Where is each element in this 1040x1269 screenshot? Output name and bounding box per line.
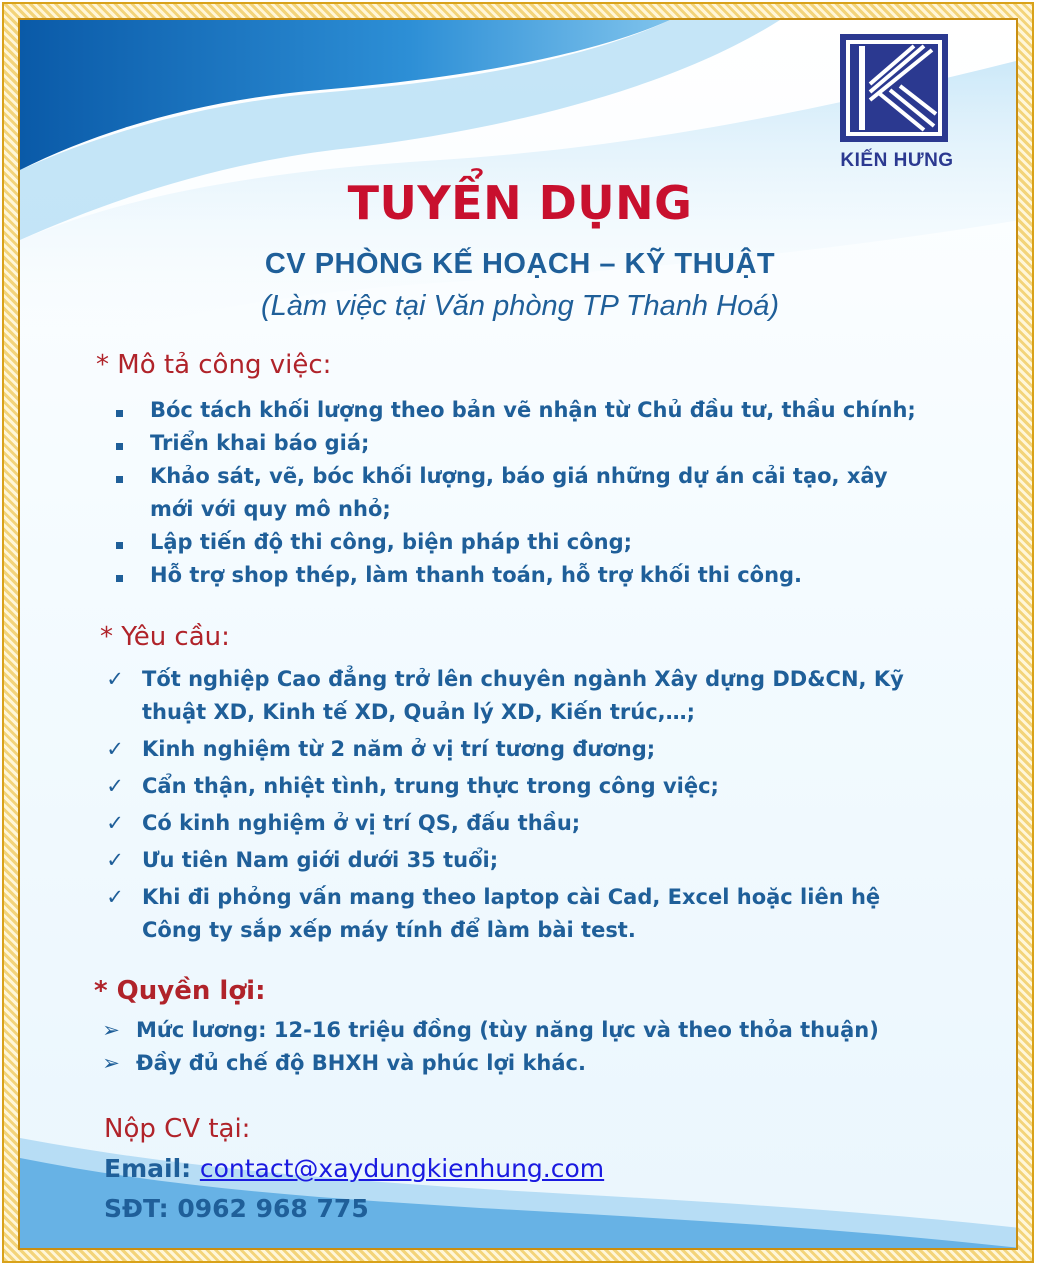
list-item: ✓ Ưu tiên Nam giới dưới 35 tuổi; — [100, 844, 920, 877]
requirements-heading: * Yêu cầu: — [100, 622, 230, 652]
list-item: ✓ Kinh nghiệm từ 2 năm ở vị trí tương đương; — [100, 733, 920, 766]
checkmark-icon: ✓ — [106, 885, 124, 909]
email-line — [104, 1154, 604, 1183]
list-item: ✓ Cẩn thận, nhiệt tình, trung thực trong công việc; — [100, 770, 920, 803]
poster-title: TUYỂN DỤNG — [347, 176, 693, 230]
checkmark-icon: ✓ — [106, 811, 124, 835]
phone-line — [104, 1194, 369, 1223]
list-item: Khảo sát, vẽ, bóc khối lượng, báo giá những dự án cải tạo, xây mới với quy mô nhỏ; — [104, 460, 924, 526]
contact-heading: Nộp CV tại: — [104, 1114, 251, 1144]
square-bullet-icon — [104, 394, 134, 427]
logo-name: KIẾN HƯNG — [840, 150, 954, 171]
checkmark-icon: ✓ — [106, 737, 124, 761]
square-bullet-icon — [104, 559, 134, 592]
checkmark-icon: ✓ — [106, 774, 124, 798]
list-item: Triển khai báo giá; — [104, 427, 924, 460]
position-title: CV PHÒNG KẾ HOẠCH – KỸ THUẬT — [264, 248, 776, 280]
arrow-bullet-icon: ➢ — [102, 1051, 120, 1075]
phone-label: SĐT: — [104, 1194, 169, 1223]
email-label: Email: — [104, 1154, 192, 1183]
email-link[interactable]: contact@xaydungkienhung.com — [199, 1154, 605, 1183]
list-item: ✓ Khi đi phỏng vấn mang theo laptop cài Cad, Excel hoặc liên hệ Công ty sắp xếp máy tính để làm bài test. — [100, 881, 920, 947]
benefits-list — [96, 1014, 936, 1080]
arrow-bullet-icon: ➢ — [102, 1018, 120, 1042]
list-item: ➢ Đầy đủ chế độ BHXH và phúc lợi khác. — [96, 1047, 936, 1080]
checkmark-icon: ✓ — [106, 848, 124, 872]
list-item: Lập tiến độ thi công, biện pháp thi công; — [104, 526, 924, 559]
company-logo — [838, 34, 956, 172]
square-bullet-icon — [104, 526, 134, 559]
checkmark-icon: ✓ — [106, 667, 124, 691]
phone-number: 0962 968 775 — [177, 1194, 369, 1223]
list-item: ✓ Tốt nghiệp Cao đẳng trở lên chuyên ngành Xây dựng DD&CN, Kỹ thuật XD, Kinh tế XD, Quản lý XD, Kiến trúc,…; — [100, 663, 920, 729]
square-bullet-icon — [104, 427, 134, 460]
square-bullet-icon — [104, 460, 134, 493]
list-item: Bóc tách khối lượng theo bản vẽ nhận từ Chủ đầu tư, thầu chính; — [104, 394, 924, 427]
list-item: Hỗ trợ shop thép, làm thanh toán, hỗ trợ khối thi công. — [104, 559, 924, 592]
description-heading: * Mô tả công việc: — [96, 350, 332, 380]
list-item: ➢ Mức lương: 12-16 triệu đồng (tùy năng lực và theo thỏa thuận) — [96, 1014, 936, 1047]
logo-k-icon — [840, 34, 948, 142]
work-location: (Làm việc tại Văn phòng TP Thanh Hoá) — [261, 290, 779, 322]
description-list — [104, 394, 924, 592]
list-item: ✓ Có kinh nghiệm ở vị trí QS, đấu thầu; — [100, 807, 920, 840]
benefits-heading: * Quyền lợi: — [94, 976, 266, 1006]
requirements-list — [100, 663, 920, 947]
poster — [18, 18, 1018, 1250]
